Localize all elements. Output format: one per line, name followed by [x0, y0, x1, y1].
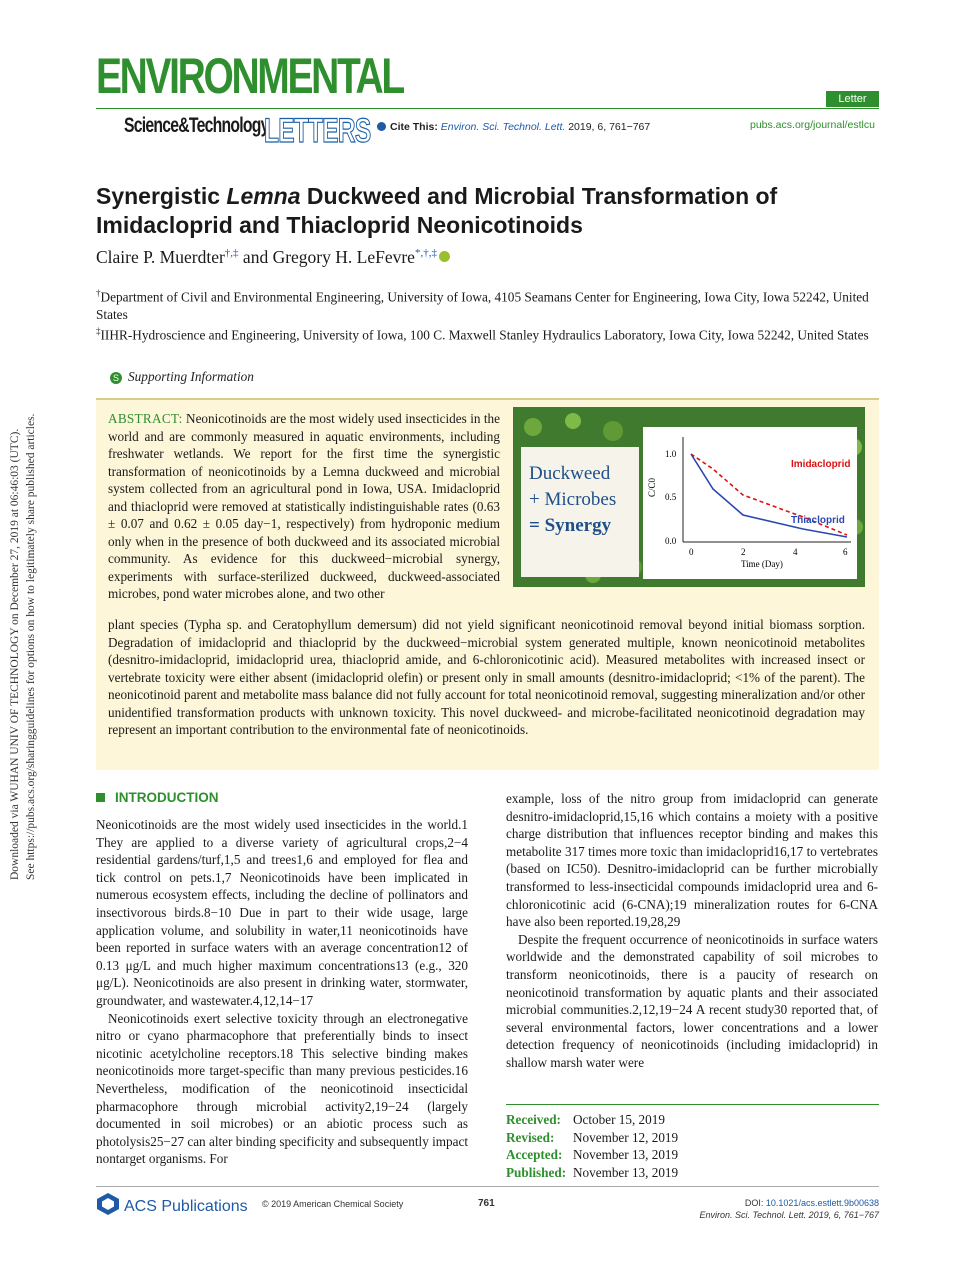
- page-number: 761: [478, 1198, 495, 1209]
- affiliation-1: [96, 285, 880, 323]
- cite-rest: 2019, 6, 761−767: [568, 121, 651, 133]
- abstract-label: ABSTRACT:: [108, 411, 183, 426]
- affiliation-2: [96, 323, 880, 344]
- header-rule: [96, 108, 879, 109]
- affiliation-text: Department of Civil and Environmental Engineering, University of Iowa, 4105 Seamans Center for Engineering, Iowa City, Iowa 52242, United States: [96, 289, 869, 322]
- xtick-2: 2: [741, 547, 746, 557]
- supporting-info-label: Supporting Information: [128, 369, 254, 384]
- acs-publications-logo[interactable]: [96, 1192, 248, 1221]
- label-imidacloprid: Imidacloprid: [791, 459, 851, 470]
- affiliation-mark: †: [96, 288, 101, 298]
- author-conj: and: [238, 247, 273, 267]
- article-title: [96, 182, 886, 240]
- abstract-text-1: Neonicotinoids are the most widely used insecticides in the world and are commonly measured in aquatic environments, including freshwater wetlands. We report for the first time the synergistic transformation of neonicotinoids by a Lemna duckweed and microbial system collected from an agricultural pond in Iowa, USA. Imidacloprid and thiacloprid were removed at statistically indistinguishable rates (0.63 ± 0.07 and 0.62 ± 0.05 day−1, respectively) from hydroponic medium only when in the presence of both duckweed and its associated microbial community. As evidence for this duckweed−microbial synergy, experiments with surface-sterilized duckweed, duckweed-associated microbes, pond water microbes alone, and two other: [108, 411, 501, 601]
- copyright: © 2019 American Chemical Society: [262, 1199, 404, 1209]
- introduction-heading: [96, 790, 219, 805]
- cite-icon: [377, 122, 386, 131]
- authors: [96, 247, 450, 268]
- watermark-line-2: See https://pubs.acs.org/sharingguidelines for options on how to legitimately share published articles.: [25, 413, 37, 880]
- intro-right-column: [506, 790, 878, 1072]
- ytick-3: 0.0: [665, 536, 677, 546]
- affiliation-mark: ‡: [96, 326, 101, 336]
- date-received: Received: October 15, 2019: [506, 1112, 665, 1127]
- doi-block: [680, 1197, 879, 1221]
- date-published: Published: November 13, 2019: [506, 1164, 679, 1180]
- author-2[interactable]: Gregory H. LeFevre: [272, 247, 415, 267]
- xtick-1: 0: [689, 547, 694, 557]
- journal-url[interactable]: pubs.acs.org/journal/estlcu: [750, 119, 875, 131]
- toc-graphic: [513, 407, 865, 587]
- intro-paragraph-3: example, loss of the nitro group from imidacloprid can generate desnitro-imidacloprid,15,16 which contains a moiety with a positive charge distribution that influences receptor binding and makes this metabolite 317 times more toxic than imidacloprid16,17 to vertebrates (based on IC50). Desnitro-imidacloprid can be further microbially transformed to less-insecticidal compounds imidacloprid urea and 6-chloronicotinic acid (6-CNA);19 mineralization routes for 6-CNA have also been reported.19,28,29: [506, 791, 878, 930]
- acs-logo-icon: [96, 1192, 120, 1216]
- cite-label: Cite This:: [390, 121, 438, 133]
- toc-xlabel: Time (Day): [741, 559, 783, 569]
- logo-letters: LETTERS: [264, 112, 371, 150]
- date-accepted: Accepted: November 13, 2019: [506, 1147, 679, 1163]
- cite-journal[interactable]: Environ. Sci. Technol. Lett.: [440, 121, 566, 133]
- author-2-affil[interactable]: *,†,‡: [414, 247, 437, 260]
- toc-line-3: = Synergy: [529, 515, 612, 536]
- date-revised: Revised: November 12, 2019: [506, 1129, 679, 1145]
- toc-line-2: + Microbes: [529, 489, 617, 510]
- intro-left-column: [96, 816, 468, 1168]
- orcid-icon[interactable]: [439, 251, 450, 262]
- supporting-info-icon: S: [110, 372, 122, 384]
- doi-label: DOI:: [744, 1198, 764, 1208]
- article-type-badge: Letter: [826, 91, 879, 107]
- watermark-line-1: Downloaded via WUHAN UNIV OF TECHNOLOGY on December 27, 2019 at 06:46:03 (UTC).: [9, 428, 21, 880]
- xtick-3: 4: [793, 547, 798, 557]
- author-1-affil[interactable]: †,‡: [224, 247, 239, 260]
- abstract-full-text: plant species (Typha sp. and Ceratophyllum demersum) did not yield significant neonicotinoid removal beyond initial biomass sorption. Degradation of imidacloprid and thiacloprid by the duckweed−microbial system generated multiple, known neonicotinoid metabolites (desnitro-imidacloprid, imidacloprid urea, thiacloprid amide, and 6-chloronicotinic acid). Measured metabolites with increased insect or vertebrate toxicity were either absent (imidacloprid olefin) or present only in small amounts (desnitro-imidacloprid; <1% of the parent). The neonicotinoid parent and metabolite mass balance did not fully account for total neonicotinoid removal, suggesting mineralization and/or other unidentified transformation products with unknown toxicity. This novel duckweed- and microbe-facilitated neonicotinoid degradation may represent an important contribution to the environmental fate of neonicotinoids.: [108, 617, 865, 737]
- footer-citation: Environ. Sci. Technol. Lett. 2019, 6, 761−767: [699, 1210, 879, 1220]
- download-watermark: [0, 380, 60, 900]
- author-1[interactable]: Claire P. Muerdter: [96, 247, 225, 267]
- supporting-information-link[interactable]: [110, 369, 254, 385]
- affiliation-text: IIHR-Hydroscience and Engineering, University of Iowa, 100 C. Maxwell Stanley Hydraulics Laboratory, Iowa City, Iowa 52242, United States: [100, 327, 869, 343]
- publisher-name: ACS Publications: [124, 1198, 248, 1215]
- toc-line-1: Duckweed: [529, 463, 611, 484]
- logo-environmental: ENVIRONMENTAL: [96, 48, 403, 104]
- footer-rule: [96, 1186, 879, 1187]
- section-marker-icon: [96, 793, 105, 802]
- article-dates: [506, 1111, 678, 1181]
- title-part-1: Synergistic Lemna Duckweed and Microbial Transformation of Imidacloprid and Thiacloprid Neonicotinoids: [96, 183, 778, 238]
- toc-ylabel: C/C0: [647, 477, 657, 497]
- ytick-1: 1.0: [665, 449, 677, 459]
- logo-science-technology: Science&Technology: [124, 114, 269, 137]
- cite-this[interactable]: [377, 121, 650, 133]
- doi-link[interactable]: 10.1021/acs.estlett.9b00638: [765, 1198, 879, 1208]
- dates-rule: [506, 1104, 879, 1105]
- intro-paragraph-4: Despite the frequent occurrence of neonicotinoids in surface waters worldwide and the demonstrated capability of soil microbes to transform neonicotinoids, there is a paucity of research on neonicotinoid transformation by aquatic plants and their associated microbial communities.2,12,19−24 A recent study30 reported that, of several environmental factors, lower concentrations and a lower detection frequency of neonicotinoids (including imidacloprid) in shallow marsh water were: [506, 931, 878, 1070]
- introduction-label: INTRODUCTION: [115, 790, 219, 805]
- xtick-4: 6: [843, 547, 848, 557]
- ytick-2: 0.5: [665, 492, 677, 502]
- intro-paragraph-2: Neonicotinoids exert selective toxicity through an electronegative nitro or cyano pharmacophore that preferentially binds to insect nicotinic acetylcholine receptors.18 This selective binding makes neonicotinoids more target-specific than many previous pesticides.16 Nevertheless, modification of the neonicotinoid insecticidal pharmacophore through microbial activity2,19−24 (largely documented in soil microbes) or an abiotic process such as photolysis25−27 can alter binding specificity and subsequently impact nontarget organisms. For: [96, 1010, 468, 1167]
- intro-paragraph-1: Neonicotinoids are the most widely used insecticides in the world.1 They are applied to a diverse variety of agricultural crops,2−4 residential gardens/turf,1,5 and trees1,6 and employed for flea and tick control on pets.1,7 Neonicotinoids have been implicated in numerous ecosystem effects, including the decline of pollinators and insectivorous birds.8−10 Due in part to their wide usage, large application volume, and solubility in water,11 neonicotinoids have been reported in surface waters with an average concentration12 of 0.13 μg/L and much higher maximum concentrations13 (e.g., 320 μg/L). Neonicotinoids are also present in drinking water, stormwater, groundwater, and wastewater.4,12,14−17: [96, 817, 468, 1008]
- label-thiacloprid: Thiacloprid: [791, 515, 845, 526]
- abstract-column-text: [108, 410, 500, 603]
